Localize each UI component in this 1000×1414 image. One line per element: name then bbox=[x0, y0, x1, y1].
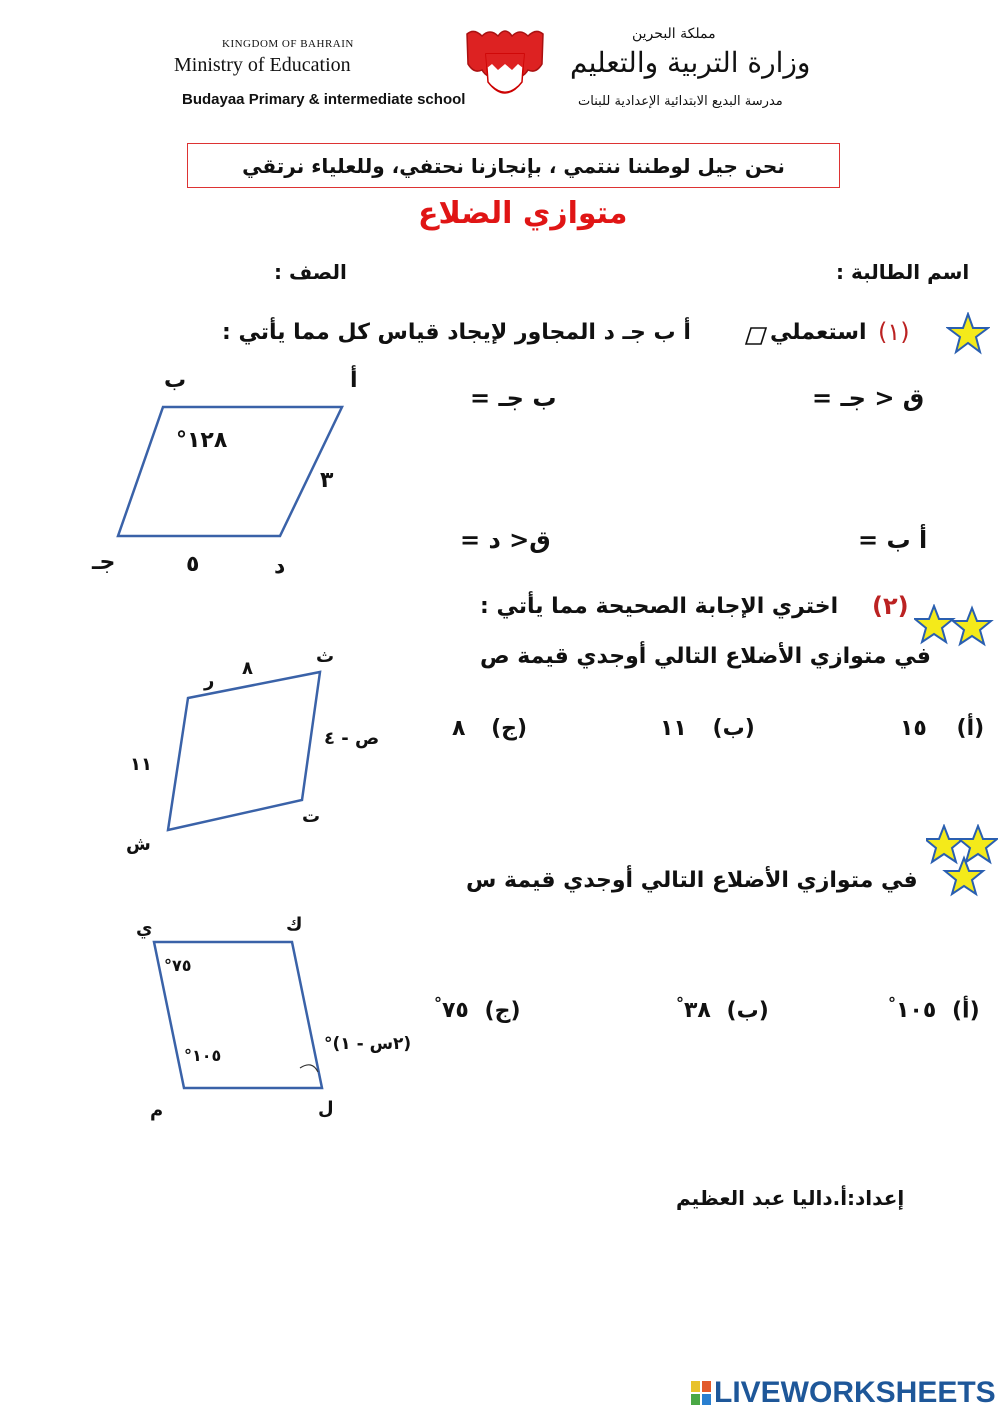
q1-item-angle-c: ق < جـ = bbox=[812, 384, 925, 412]
q1-vertex-b: ب bbox=[164, 368, 187, 393]
student-name-label: اسم الطالبة : bbox=[836, 260, 970, 284]
school-en: Budayaa Primary & intermediate school bbox=[182, 91, 466, 108]
q2-part1-question: في متوازي الأضلاع التالي أوجدي قيمة ص bbox=[480, 644, 931, 669]
author-credit: إعداد:أ.داليا عبد العظيم bbox=[676, 1186, 905, 1210]
q2-heading: اختري الإجابة الصحيحة مما يأتي : bbox=[480, 594, 839, 619]
q1-vertex-d: د bbox=[274, 554, 286, 579]
star-icon bbox=[946, 312, 990, 360]
class-label: الصف : bbox=[274, 260, 347, 284]
q1-number: (١) bbox=[878, 318, 910, 346]
option-label: (أ) bbox=[951, 998, 980, 1024]
q2p2-vertex-m: م bbox=[150, 1100, 164, 1121]
q2p1-right-side-label: ص - ٤ bbox=[324, 728, 380, 749]
q2p1-parallelogram bbox=[168, 672, 320, 830]
option-value: ٣٨ bbox=[684, 998, 711, 1024]
q1-side-bottom-label: ٥ bbox=[186, 552, 200, 577]
option-value: ٨ bbox=[452, 716, 466, 741]
q2p1-vertex-sh: ش bbox=[126, 834, 151, 855]
kingdom-en: KINGDOM OF BAHRAIN bbox=[222, 38, 354, 50]
q2p1-left-side-label: ١١ bbox=[130, 754, 152, 775]
q1-text-b: أ ب جـ د المجاور لإيجاد قياس كل مما يأتي : bbox=[222, 320, 691, 345]
q1-vertex-c: جـ bbox=[92, 550, 116, 575]
option-label: (ج) bbox=[491, 716, 528, 741]
q1-parallelogram bbox=[118, 407, 342, 536]
option-value: ١٠٥ bbox=[896, 998, 937, 1024]
page-title: متوازي الضلاع bbox=[418, 196, 628, 231]
angle-arc bbox=[300, 1065, 318, 1072]
star-icon bbox=[926, 824, 998, 902]
q1-angle-label: °١٢٨ bbox=[176, 428, 228, 453]
q2p1-vertex-t: ت bbox=[302, 806, 321, 827]
q2-number: (٢) bbox=[872, 592, 909, 620]
q2p2-angle-top-label: °٧٥ bbox=[164, 956, 192, 975]
ministry-ar: وزارة التربية والتعليم bbox=[570, 46, 811, 79]
q2p2-angle-expr-label: (٢س - ١)° bbox=[324, 1034, 412, 1054]
q1-item-side-ab: أ ب = bbox=[858, 526, 928, 554]
option-label: (ب) bbox=[726, 998, 769, 1024]
school-ar: مدرسة البديع الابتدائية الإعدادية للبنات bbox=[578, 94, 783, 109]
q2p1-option-c[interactable] bbox=[452, 716, 527, 741]
option-value: ١١ bbox=[660, 716, 687, 741]
q2p2-angle-bottom-label: °١٠٥ bbox=[184, 1046, 222, 1065]
ministry-en: Ministry of Education bbox=[174, 54, 351, 76]
q1-item-side-bc: ب جـ = bbox=[470, 384, 557, 412]
degree-sign: ° bbox=[434, 994, 442, 1013]
q2p1-vertex-th: ث bbox=[316, 646, 335, 667]
q2p2-parallelogram-figure bbox=[130, 910, 450, 1130]
q2-part2-question: في متوازي الأضلاع التالي أوجدي قيمة س bbox=[466, 868, 918, 893]
option-label: (ب) bbox=[712, 716, 755, 741]
option-value: ٧٥ bbox=[442, 998, 469, 1024]
liveworksheets-logo bbox=[690, 1376, 996, 1410]
option-value: ١٥ bbox=[900, 716, 927, 741]
q2p2-vertex-l: ل bbox=[318, 1098, 334, 1119]
degree-sign: ° bbox=[888, 994, 896, 1013]
q2p1-option-b[interactable] bbox=[660, 716, 755, 741]
bahrain-emblem bbox=[462, 24, 548, 112]
q2p1-vertex-r: ر bbox=[204, 670, 215, 691]
liveworksheets-icon bbox=[690, 1380, 712, 1406]
q1-item-angle-d: ق< د = bbox=[460, 526, 551, 554]
q1-side-right-label: ٣ bbox=[320, 468, 334, 493]
q2p1-top-side-label: ٨ bbox=[242, 658, 253, 679]
option-label: (أ) bbox=[956, 716, 985, 741]
q2p1-option-a[interactable] bbox=[900, 716, 984, 741]
motto-box bbox=[187, 143, 840, 188]
q2p2-vertex-y: ي bbox=[136, 918, 153, 939]
motto-text: نحن جيل لوطننا ننتمي ، بإنجازنا نحتفي، وللعلياء نرتقي bbox=[242, 153, 785, 178]
option-label: (ج) bbox=[484, 998, 521, 1024]
q1-text-a: استعملي bbox=[770, 320, 867, 345]
q2p2-vertex-k: ك bbox=[286, 914, 303, 935]
kingdom-ar: مملكة البحرين bbox=[632, 26, 716, 42]
liveworksheets-brand: LIVEWORKSHEETS bbox=[714, 1376, 996, 1409]
q2p2-option-b[interactable] bbox=[676, 994, 769, 1023]
parallelogram-symbol-icon bbox=[744, 326, 768, 350]
degree-sign: ° bbox=[676, 994, 684, 1013]
q1-vertex-a: أ bbox=[350, 368, 358, 393]
q2p2-option-a[interactable] bbox=[888, 994, 980, 1023]
q1-parallelogram-figure bbox=[80, 360, 380, 590]
